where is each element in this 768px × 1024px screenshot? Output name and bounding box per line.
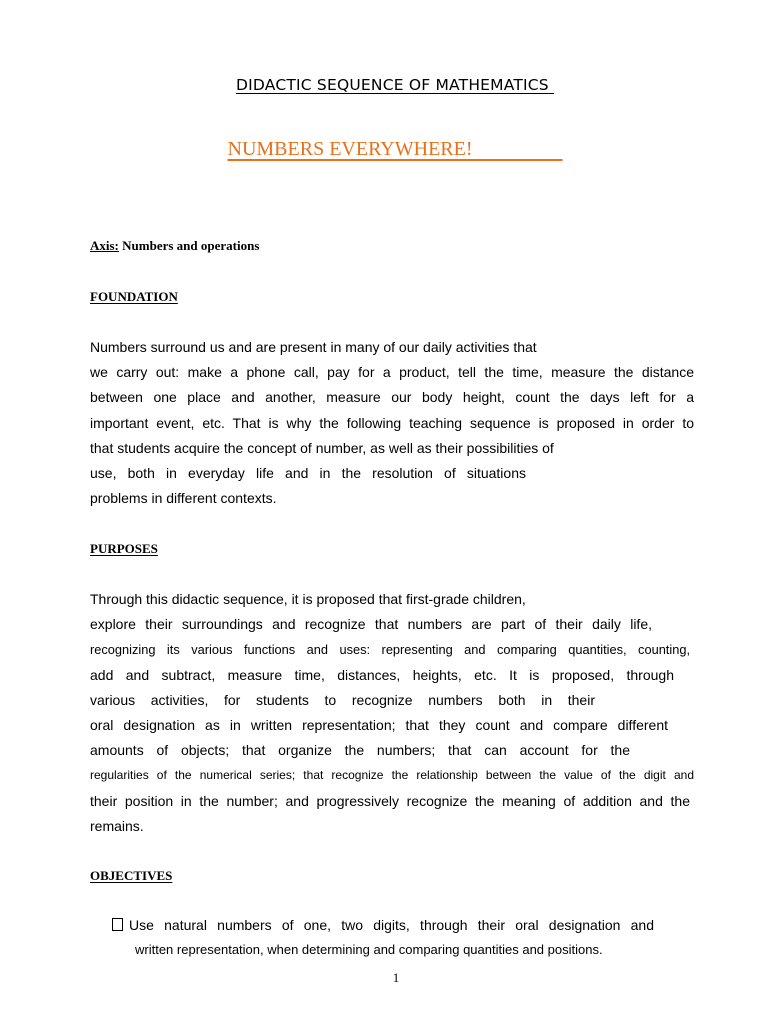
document-subtitle: [0, 138, 768, 161]
document-title: [0, 76, 768, 94]
paragraph-line: between one place and another, measure our body height, count the days left for a: [90, 389, 694, 406]
bullet-box-icon: [112, 918, 123, 931]
title-underline-tail: [549, 76, 554, 94]
objective-text: Use natural numbers of one, two digits, through their oral designation and: [129, 917, 654, 933]
foundation-heading-text: FOUNDATION: [90, 289, 178, 304]
heading-underline-pad: [178, 289, 220, 305]
page-number: 1: [392, 970, 400, 985]
objective-item: [112, 917, 657, 933]
purposes-heading-text: PURPOSES: [90, 541, 158, 556]
paragraph-line: add and subtract, measure time, distances, heights, etc. It is proposed, through: [90, 666, 674, 683]
paragraph-line: explore their surroundings and recognize that numbers are part of their daily life,: [90, 616, 652, 633]
objective-continuation: written representation, when determining and comparing quantities and positions.: [135, 942, 603, 957]
paragraph-line: oral designation as in written representation; that they count and compare different: [90, 716, 668, 733]
paragraph-line: their position in the number; and progressively recognize the meaning of addition and the: [90, 792, 690, 809]
paragraph-line: problems in different contexts.: [90, 490, 277, 507]
paragraph-line: various activities, for students to recognize numbers both in their: [90, 691, 595, 708]
paragraph-line: important event, etc. That is why the following teaching sequence is proposed in order to: [90, 414, 694, 431]
subtitle-text: NUMBERS EVERYWHERE!: [227, 138, 473, 160]
paragraph-line: remains.: [90, 817, 144, 834]
axis-label: Axis:: [90, 238, 119, 253]
objectives-heading-text: OBJECTIVES: [90, 868, 173, 883]
paragraph-line: that students acquire the concept of number, as well as their possibilities of: [90, 439, 554, 456]
purposes-heading: [90, 541, 180, 557]
paragraph-line: Numbers surround us and are present in many of our daily activities that: [90, 339, 537, 355]
subtitle-underline-tail: [473, 138, 563, 160]
axis-value: Numbers and operations: [122, 238, 260, 253]
paragraph-line: regularities of the numerical series; that recognize the relationship between the value of the digit and: [90, 768, 694, 783]
purposes-paragraph: [90, 587, 694, 839]
paragraph-line: use, both in everyday life and in the resolution of situations: [90, 464, 526, 481]
document-title-text: DIDACTIC SEQUENCE OF MATHEMATICS: [236, 76, 549, 94]
paragraph-line: amounts of objects; that organize the numbers; that can account for the: [90, 742, 630, 759]
paragraph-line: we carry out: make a phone call, pay for a product, tell the time, measure the distance: [90, 364, 694, 381]
foundation-heading: [90, 289, 220, 305]
paragraph-line: Through this didactic sequence, it is proposed that first-grade children,: [90, 591, 526, 607]
foundation-paragraph: [90, 335, 694, 511]
heading-underline-pad: [158, 541, 180, 557]
axis-line: [90, 238, 259, 254]
objectives-heading: [90, 868, 172, 884]
paragraph-line: recognizing its various functions and uses: representing and comparing quantities, counting,: [90, 642, 690, 658]
